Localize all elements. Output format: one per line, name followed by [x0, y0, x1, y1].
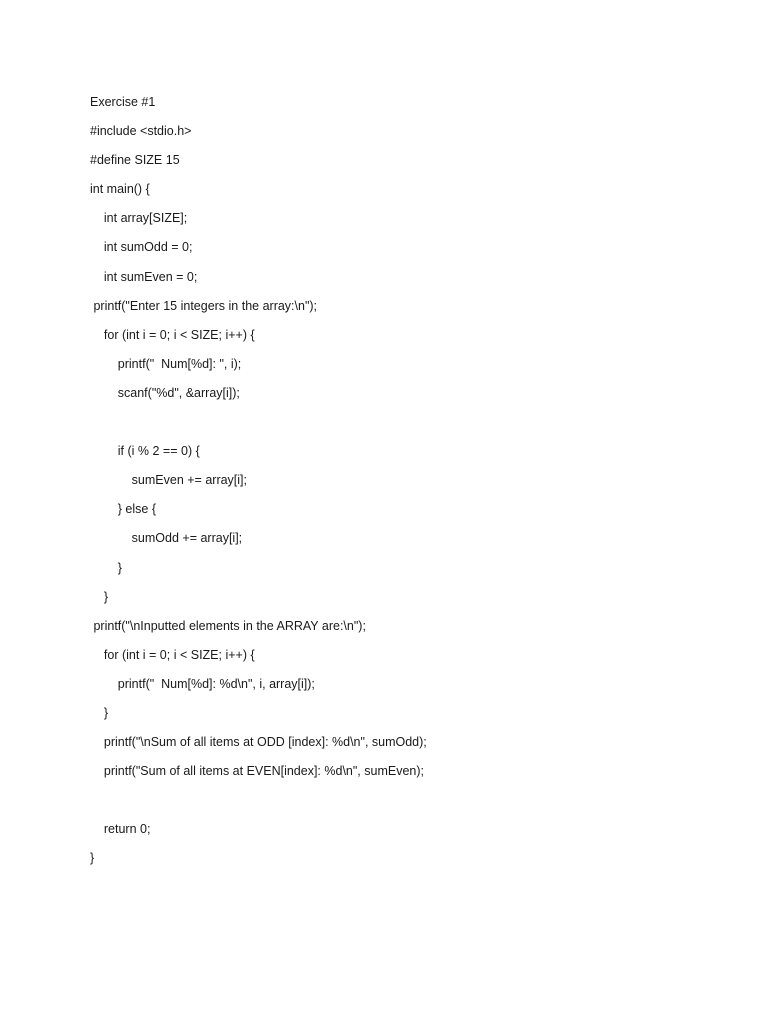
code-line: }	[90, 589, 109, 604]
blank-line	[90, 790, 730, 819]
code-line: int main() {	[90, 182, 150, 197]
code-line: }	[90, 851, 95, 866]
code-line: }	[90, 705, 109, 720]
code-line: int sumOdd = 0;	[90, 240, 193, 255]
code-line: #include <stdio.h>	[90, 124, 192, 139]
code-line: scanf("%d", &array[i]);	[90, 385, 240, 400]
code-line: int sumEven = 0;	[90, 269, 198, 284]
code-line: } else {	[90, 502, 157, 517]
code-line: printf(" Num[%d]: ", i);	[90, 356, 242, 371]
code-line: int array[SIZE];	[90, 211, 188, 226]
blank-line	[90, 412, 730, 441]
document-title: Exercise #1	[90, 95, 156, 109]
code-line: printf(" Num[%d]: %d\n", i, array[i]);	[90, 676, 315, 691]
code-line: printf("\nSum of all items at ODD [index]: %d\n", sumOdd);	[90, 735, 427, 750]
code-line: if (i % 2 == 0) {	[90, 444, 200, 459]
code-line: return 0;	[90, 822, 151, 837]
code-line: sumEven += array[i];	[90, 473, 248, 488]
code-line: }	[90, 560, 122, 575]
code-line: printf("Sum of all items at EVEN[index]: %d\n", sumEven);	[90, 764, 424, 779]
code-line: printf("Enter 15 integers in the array:\n");	[90, 298, 318, 313]
code-line: for (int i = 0; i < SIZE; i++) {	[90, 327, 255, 342]
code-line: sumOdd += array[i];	[90, 531, 243, 546]
code-line: printf("\nInputted elements in the ARRAY are:\n");	[90, 618, 366, 633]
code-line: for (int i = 0; i < SIZE; i++) {	[90, 647, 255, 662]
code-line: #define SIZE 15	[90, 153, 180, 168]
document-body	[90, 92, 730, 878]
